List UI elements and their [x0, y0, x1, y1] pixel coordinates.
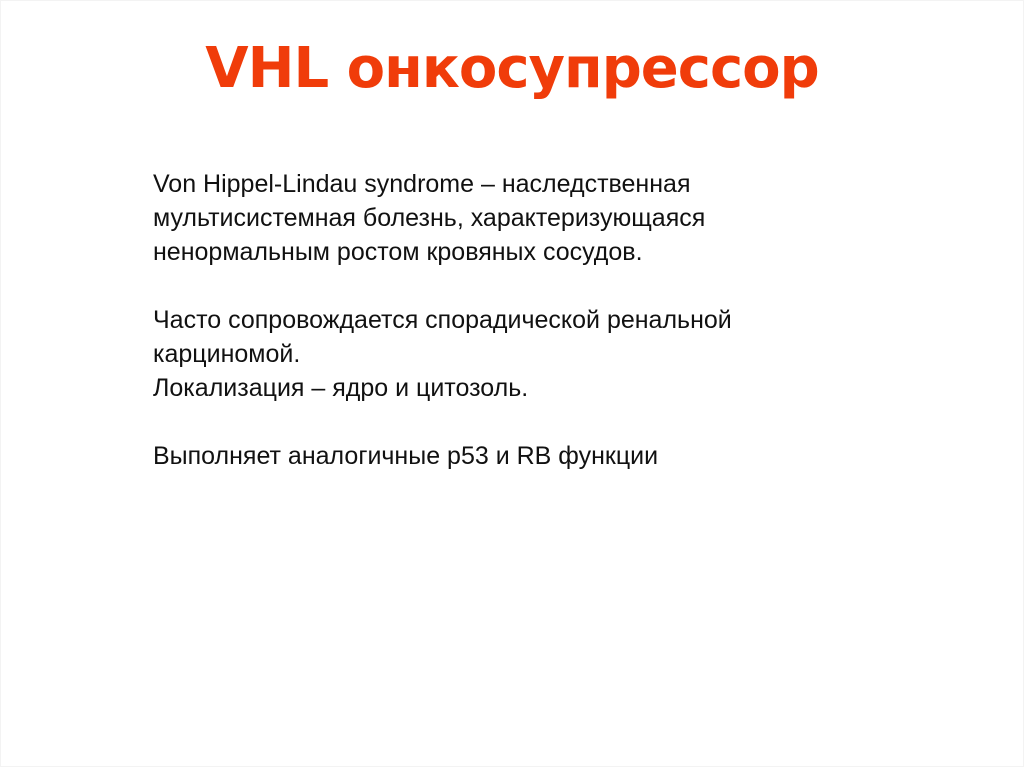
text-line: Часто сопровождается спорадической ренальной	[153, 306, 732, 334]
paragraph-function	[153, 439, 893, 473]
paragraph-spacer	[153, 269, 893, 303]
text-line: карциномой.	[153, 340, 301, 368]
text-line: ненормальным ростом кровяных сосудов.	[153, 238, 643, 266]
text-line: Выполняет аналогичные р53 и RB функции	[153, 442, 659, 470]
paragraph-definition	[153, 167, 893, 269]
slide-title: VHL онкосупрессор	[205, 36, 819, 101]
text-line: Локализация – ядро и цитозоль.	[153, 374, 529, 402]
slide-body	[153, 167, 893, 473]
text-line: мультисистемная болезнь, характеризующаяся	[153, 204, 706, 232]
paragraph-spacer	[153, 405, 893, 439]
text-line: Von Hippel-Lindau syndrome – наследственная	[153, 170, 691, 198]
paragraph-association	[153, 303, 893, 405]
